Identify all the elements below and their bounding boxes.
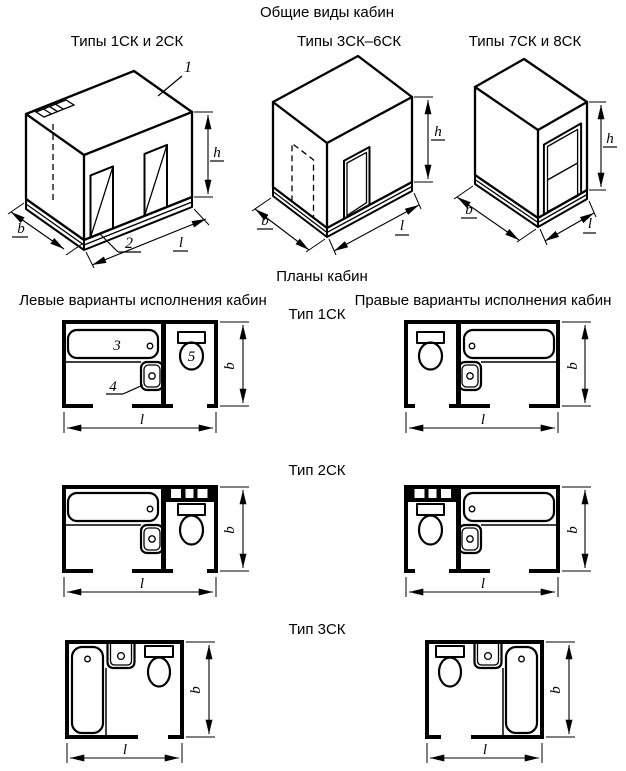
toilet xyxy=(178,504,205,545)
dimension-h-view2 xyxy=(414,97,445,182)
dimension-b xyxy=(186,642,215,737)
dimension-b xyxy=(562,487,591,571)
sink xyxy=(475,644,502,668)
door-opening-1 xyxy=(91,166,114,237)
dim-b-label: b xyxy=(17,221,25,237)
title-plans: Планы кабин xyxy=(276,268,368,285)
plan-2sk-right xyxy=(404,485,591,597)
bathtub-drain xyxy=(469,343,475,349)
plan-2sk-left xyxy=(62,485,249,597)
callout-5-label: 5 xyxy=(187,349,196,365)
dim-b-label: b xyxy=(261,213,269,229)
vent-block xyxy=(166,485,218,502)
plan-3sk-left xyxy=(65,640,215,763)
sink xyxy=(459,362,481,390)
isometric-view-3 xyxy=(454,59,617,245)
callout-4-label: 4 xyxy=(109,379,117,395)
bathtub-drain xyxy=(147,506,153,512)
dim-h-label: h xyxy=(213,145,221,161)
dimension-h-view1 xyxy=(194,112,224,197)
dim-l-label: l xyxy=(178,235,184,251)
sink xyxy=(459,525,481,553)
callout-2-label: 2 xyxy=(125,235,133,252)
dim-b-label: b xyxy=(222,526,238,534)
dimension-b xyxy=(562,322,591,406)
toilet xyxy=(417,332,444,370)
door-opening-2 xyxy=(145,145,168,216)
dimension-b-view3 xyxy=(454,186,536,242)
sink xyxy=(141,525,163,553)
header-right-variants: Правые варианты исполнения кабин xyxy=(354,292,612,309)
callout-3-label: 3 xyxy=(113,338,121,354)
plan-3sk-right xyxy=(425,640,575,763)
title-general-views: Общие виды кабин xyxy=(259,4,395,21)
dim-l-label: l xyxy=(139,412,145,428)
dim-h-label: h xyxy=(434,124,442,140)
bathtub-drain xyxy=(519,656,525,662)
bathtub xyxy=(464,330,554,358)
bathtub xyxy=(506,647,537,733)
callout-4-sink xyxy=(106,379,143,395)
isometric-view-2 xyxy=(252,56,445,255)
dim-b-label: b xyxy=(548,686,564,694)
dim-b-label: b xyxy=(465,202,473,218)
dim-l-label: l xyxy=(122,742,128,758)
dimension-l xyxy=(64,576,216,597)
toilet xyxy=(145,646,173,687)
subtitle-types-7sk-8sk: Типы 7СК и 8СК xyxy=(468,33,582,50)
row-label-type-3sk: Тип 3СК xyxy=(288,621,346,638)
row-label-type-1sk: Тип 1СК xyxy=(288,306,346,323)
dim-h-label: h xyxy=(606,131,614,147)
dim-l-label: l xyxy=(139,576,145,592)
callout-1-label: 1 xyxy=(184,59,192,76)
dim-l-label: l xyxy=(399,218,405,234)
dimension-b-view1 xyxy=(8,203,82,255)
dim-l-label: l xyxy=(587,216,593,232)
header-left-variants: Левые варианты исполнения кабин xyxy=(19,292,267,309)
isometric-view-1 xyxy=(8,59,224,268)
dim-l-label: l xyxy=(480,576,486,592)
door-opening-front xyxy=(344,147,370,219)
toilet xyxy=(417,504,444,545)
dim-l-label: l xyxy=(480,412,486,428)
subtitle-types-1sk-2sk: Типы 1СК и 2СК xyxy=(70,33,184,50)
dimension-l xyxy=(406,412,558,433)
dimension-l xyxy=(64,412,216,433)
bathtub xyxy=(72,647,103,733)
bathtub xyxy=(68,493,158,521)
dimension-b xyxy=(220,322,249,406)
dim-b-label: b xyxy=(188,686,204,694)
toilet xyxy=(178,332,205,370)
dimension-l-view3 xyxy=(540,201,596,245)
dim-b-label: b xyxy=(565,526,581,534)
sink xyxy=(141,362,163,390)
row-label-type-2sk: Тип 2СК xyxy=(288,462,346,479)
bathtub-drain xyxy=(85,656,91,662)
bathtub xyxy=(464,493,554,521)
dim-b-label: b xyxy=(222,362,238,370)
bathtub-drain xyxy=(147,343,153,349)
subtitle-types-3sk-6sk: Типы 3СК–6СК xyxy=(296,33,402,50)
dimension-l xyxy=(67,742,182,763)
dimension-l xyxy=(427,742,542,763)
door-opening-hidden xyxy=(292,143,314,217)
dim-b-label: b xyxy=(565,362,581,370)
vent-block xyxy=(404,485,456,502)
toilet xyxy=(436,646,464,687)
dim-l-label: l xyxy=(482,742,488,758)
dimension-b xyxy=(546,642,575,737)
dimension-l xyxy=(406,576,558,597)
bathtub-drain xyxy=(469,506,475,512)
plan-1sk-left xyxy=(62,320,249,433)
sink xyxy=(108,644,135,668)
plan-1sk-right xyxy=(404,320,591,433)
dimension-b xyxy=(220,487,249,571)
dimension-h-view3 xyxy=(589,102,617,190)
